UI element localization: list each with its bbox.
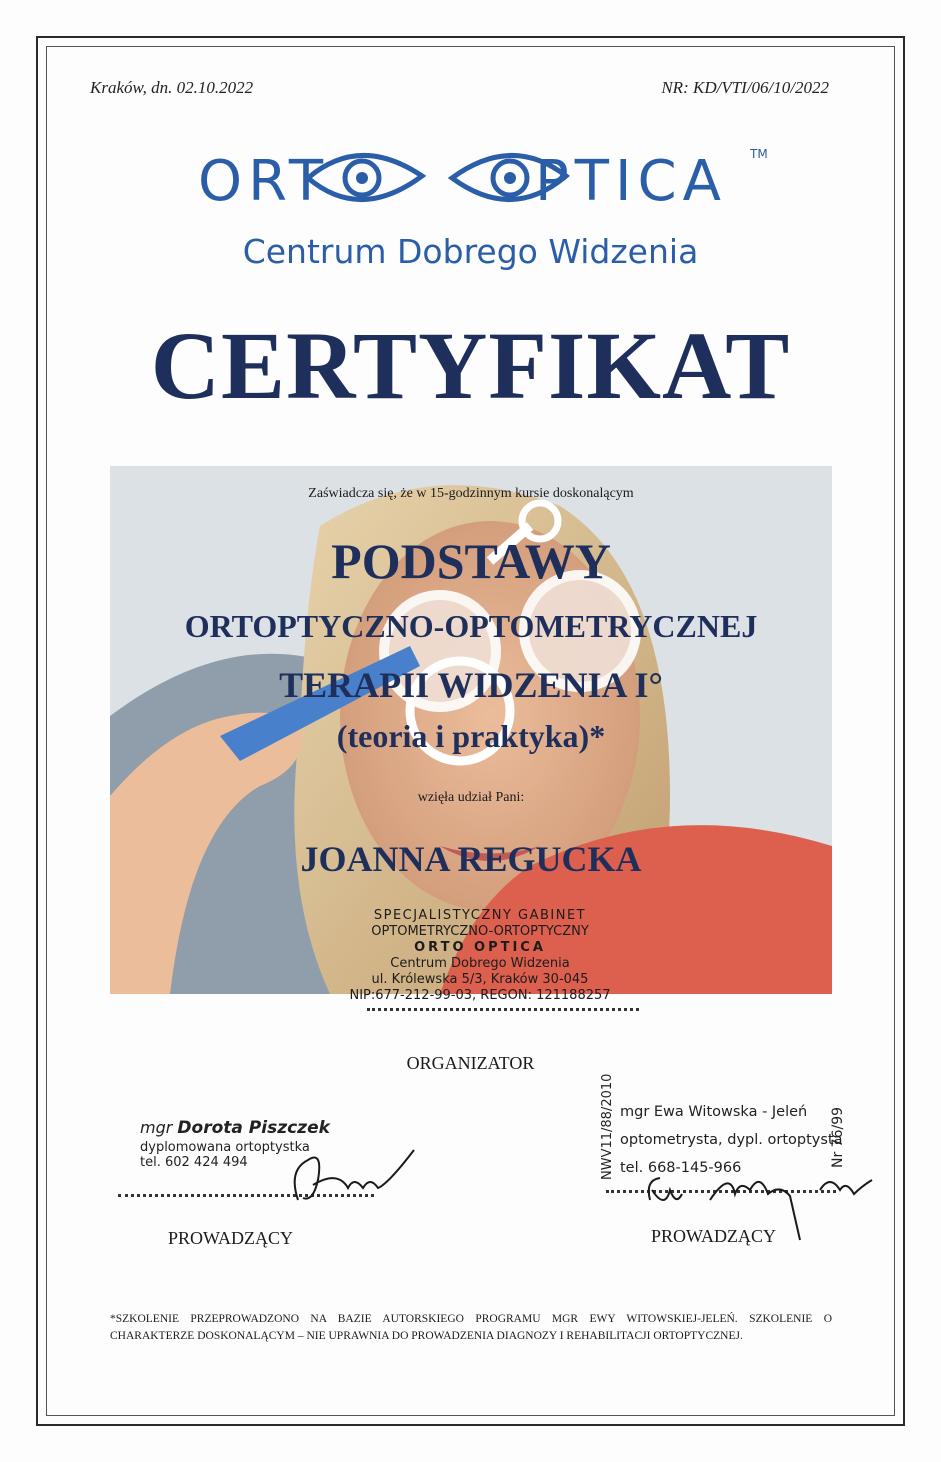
- stamp-line1: SPECJALISTYCZNY GABINET: [373, 908, 587, 923]
- trademark: TM: [750, 147, 768, 161]
- stamp-dotted-line: [367, 1008, 639, 1011]
- course-title-line3: TERAPII WIDZENIA I°: [279, 665, 663, 705]
- footnote: *SZKOLENIE PRZEPROWADZONO NA BAZIE AUTORSKIEGO PROGRAMU MGR EWY WITOWSKIEJ-JELEŃ. SZKOLENIE O CHARAKTERZE DOSKONALĄCYM – NIE UPRAWNIA DO PROWADZENIA DIAGNOZY I REHABILITACJI ORTOPTYCZNEJ.: [110, 1313, 832, 1342]
- course-title-line1: PODSTAWY: [331, 533, 611, 589]
- intro-text: Zaświadcza się, że w 15-godzinnym kursie doskonalącym: [308, 486, 634, 501]
- signatory-right-name: mgr Ewa Witowska - Jeleń: [620, 1104, 808, 1120]
- signatory-left-name: Dorota Piszczek: [177, 1118, 330, 1138]
- took-part-text: wzięła udział Pani:: [417, 790, 525, 805]
- participant-name: JOANNA REGUCKA: [300, 839, 642, 879]
- stamp-line5: ul. Królewska 5/3, Kraków 30-045: [371, 972, 589, 987]
- stamp-line2: OPTOMETRYCZNO-ORTOPTYCZNY: [371, 924, 589, 939]
- stamp-line6: NIP:677-212-99-03, REGON: 121188257: [349, 988, 611, 1003]
- logo-right-word: PTICA: [535, 149, 727, 214]
- stamp-line3: ORTO OPTICA: [414, 940, 546, 955]
- logo-subtitle: Centrum Dobrego Widzenia: [242, 232, 699, 271]
- certificate-title: CERTYFIKAT: [150, 312, 791, 419]
- course-title-line2: ORTOPTYCZNO-OPTOMETRYCZNEJ: [184, 608, 758, 644]
- signatory-right-phone: tel. 668-145-966: [620, 1160, 742, 1176]
- signatory-left-title: dyplomowana ortoptystka: [140, 1140, 310, 1155]
- stamp-line4: Centrum Dobrego Widzenia: [390, 956, 570, 971]
- place-date: Kraków, dn. 02.10.2022: [90, 78, 254, 97]
- organizer-label: ORGANIZATOR: [406, 1053, 535, 1073]
- signatory-left-role: PROWADZĄCY: [168, 1228, 294, 1248]
- organizer-stamp: [310, 908, 650, 1004]
- registration-number-left: NWV11/88/2010: [600, 1073, 615, 1180]
- orto-optica-logo: [190, 138, 780, 228]
- certificate-number: NR: KD/VTI/06/10/2022: [661, 78, 829, 97]
- logo-left-word: ORT: [198, 149, 330, 214]
- course-title-line4: (teoria i praktyka)*: [336, 718, 606, 754]
- handwritten-signature-left: [268, 1140, 418, 1210]
- signatory-left-phone: tel. 602 424 494: [140, 1155, 248, 1170]
- signatory-left-prefix: mgr: [140, 1118, 173, 1137]
- signatory-right-title: optometrysta, dypl. ortoptysta: [620, 1132, 843, 1148]
- signatory-right-role: PROWADZĄCY: [651, 1226, 777, 1246]
- registration-number-right: Nr 76/99: [830, 1106, 846, 1168]
